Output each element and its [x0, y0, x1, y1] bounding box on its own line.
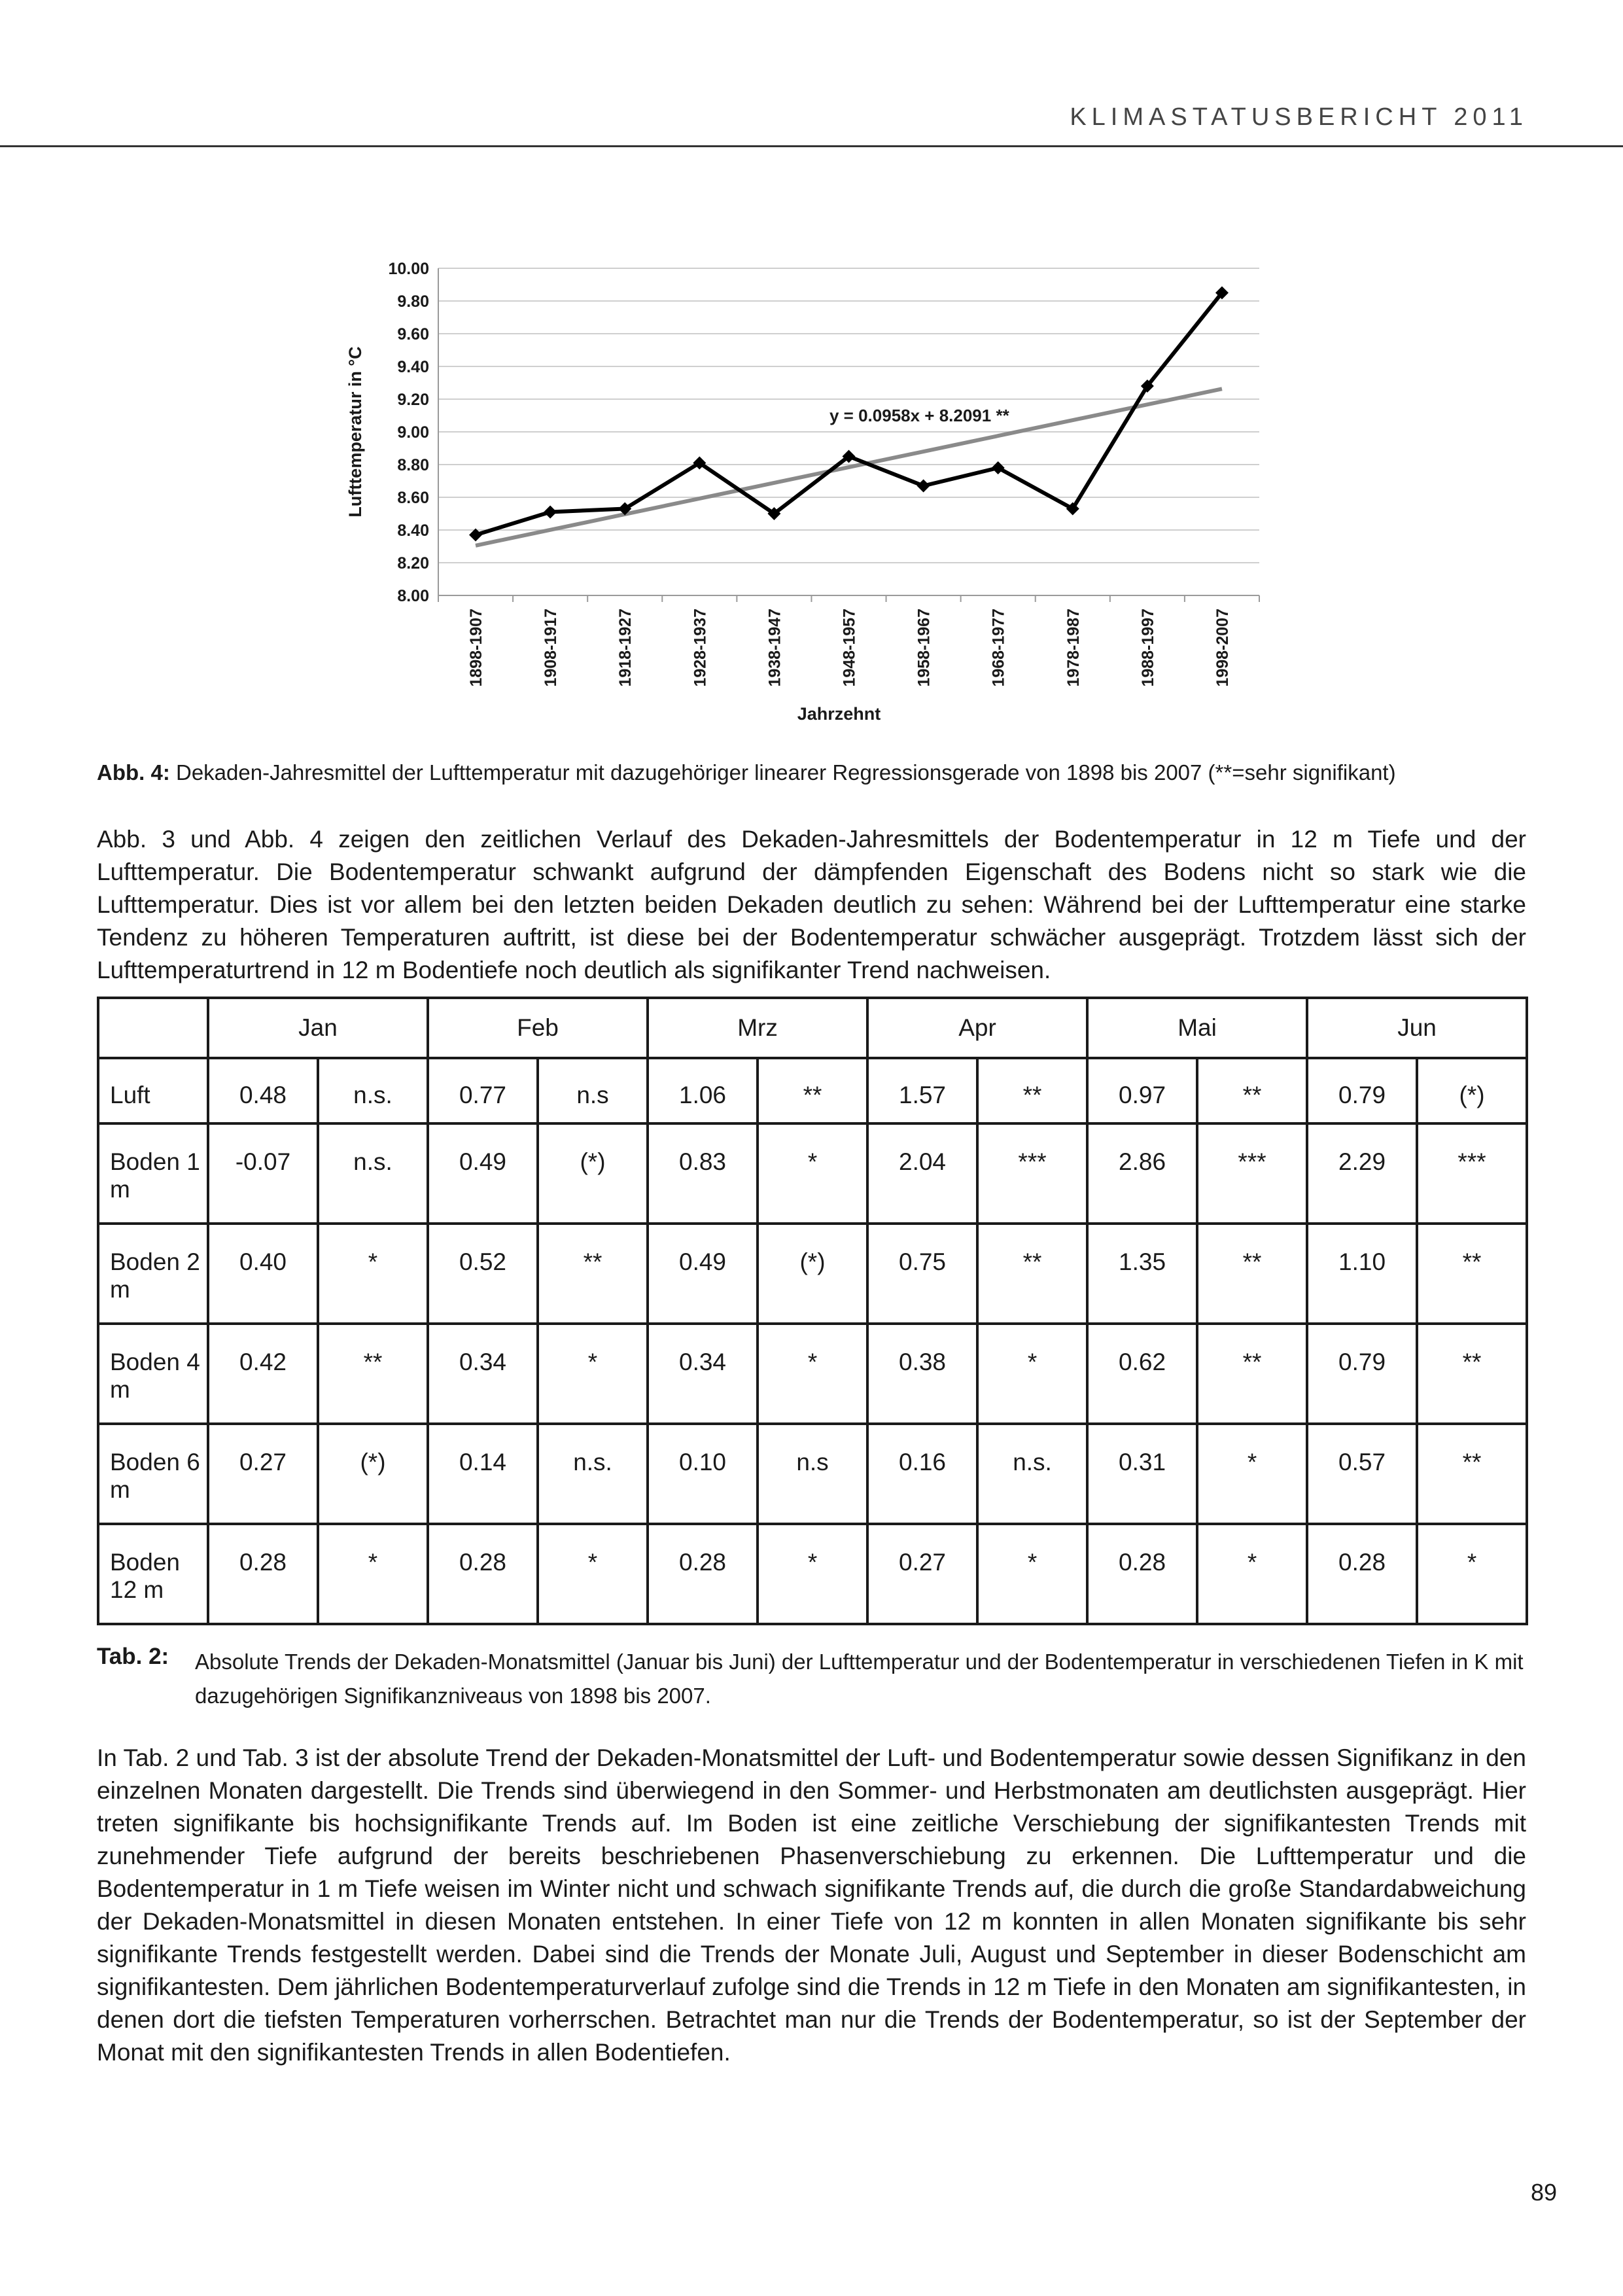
y-tick-label: 9.40 — [397, 358, 429, 376]
trend-value-cell: 0.28 — [1087, 1524, 1197, 1624]
table-caption-label: Tab. 2: — [97, 1644, 169, 1669]
table-caption-text: Absolute Trends der Dekaden-Monatsmittel (Januar bis Juni) der Lufttemperatur und der Bodentemperatur in verschiedenen Tiefen in K mit dazugehörigen Signifikanzniveaus von 1898 bis 2007. — [195, 1650, 1524, 1708]
trend-value-cell: 0.34 — [648, 1324, 758, 1424]
table-row — [98, 1058, 1527, 1123]
regression-equation: y = 0.0958x + 8.2091 ** — [829, 406, 1009, 425]
significance-cell: * — [1197, 1524, 1307, 1624]
significance-cell: ** — [758, 1058, 867, 1123]
significance-cell: *** — [1417, 1123, 1527, 1224]
trend-value-cell: 0.28 — [648, 1524, 758, 1624]
significance-cell: * — [1197, 1424, 1307, 1524]
significance-cell: (*) — [318, 1424, 428, 1524]
significance-cell: n.s — [758, 1424, 867, 1524]
y-tick-label: 8.60 — [397, 489, 429, 507]
trend-value-cell: 0.14 — [428, 1424, 538, 1524]
trend-value-cell: 2.29 — [1307, 1123, 1417, 1224]
significance-cell: * — [977, 1524, 1087, 1624]
trend-value-cell: 2.04 — [867, 1123, 977, 1224]
significance-cell: * — [1417, 1524, 1527, 1624]
significance-cell: n.s. — [977, 1424, 1087, 1524]
trend-value-cell: 0.16 — [867, 1424, 977, 1524]
row-label: Boden 4 m — [98, 1324, 208, 1424]
significance-cell: * — [318, 1224, 428, 1324]
row-label: Boden 2 m — [98, 1224, 208, 1324]
row-label: Boden 1 m — [98, 1123, 208, 1224]
month-header: Jan — [208, 998, 428, 1058]
significance-cell: ** — [1417, 1324, 1527, 1424]
page-number: 89 — [1531, 2179, 1558, 2206]
significance-cell: n.s. — [538, 1424, 648, 1524]
row-label: Luft — [98, 1058, 208, 1123]
row-label: Boden 6 m — [98, 1424, 208, 1524]
trend-value-cell: 1.10 — [1307, 1224, 1417, 1324]
data-point-marker — [544, 506, 557, 519]
x-tick-label: 1958-1967 — [915, 609, 934, 687]
month-header: Mai — [1087, 998, 1307, 1058]
trend-value-cell: 0.79 — [1307, 1324, 1417, 1424]
trend-value-cell: -0.07 — [208, 1123, 318, 1224]
y-tick-label: 9.20 — [397, 391, 429, 409]
trend-value-cell: 0.10 — [648, 1424, 758, 1524]
significance-cell: * — [758, 1324, 867, 1424]
trend-value-cell: 0.38 — [867, 1324, 977, 1424]
trend-value-cell: 0.49 — [428, 1123, 538, 1224]
y-tick-label: 8.40 — [397, 521, 429, 540]
figure-caption — [97, 758, 1526, 788]
trend-value-cell: 0.28 — [428, 1524, 538, 1624]
trend-value-cell: 0.28 — [208, 1524, 318, 1624]
trend-value-cell: 0.34 — [428, 1324, 538, 1424]
trend-value-cell: 0.42 — [208, 1324, 318, 1424]
significance-cell: ** — [1417, 1424, 1527, 1524]
trend-value-cell: 0.28 — [1307, 1524, 1417, 1624]
paragraph-1: Abb. 3 und Abb. 4 zeigen den zeitlichen Verlauf des Dekaden-Jahresmittels der Bodentemperatur in 12 m Tiefe und der Lufttemperatur. Die Bodentemperatur schwankt aufgrund der dämpfenden Eigenschaft des Bodens nicht so stark wie die Lufttemperatur. Dies ist vor allem bei den letzten beiden Dekaden deutlich zu sehen: Während bei der Lufttemperatur eine starke Tendenz zu höheren Temperaturen auftritt, ist diese bei der Bodentemperatur schwächer ausgeprägt. Trotzdem lässt sich der Lufttemperaturtrend in 12 m Bodentiefe noch deutlich als signifikanter Trend nachweisen. — [97, 826, 1526, 983]
trend-value-cell: 0.79 — [1307, 1058, 1417, 1123]
table-row — [98, 1424, 1527, 1524]
table-header-row — [98, 998, 1527, 1058]
trend-value-cell: 0.75 — [867, 1224, 977, 1324]
data-point-marker — [917, 480, 930, 493]
significance-cell: n.s — [538, 1058, 648, 1123]
x-tick-label: 1968-1977 — [989, 609, 1008, 687]
trend-value-cell: 1.35 — [1087, 1224, 1197, 1324]
y-tick-label: 9.60 — [397, 325, 429, 344]
header-rule — [0, 145, 1623, 147]
significance-cell: ** — [1197, 1224, 1307, 1324]
table-row — [98, 1123, 1527, 1224]
table-corner-cell — [98, 998, 208, 1058]
trend-value-cell: 0.40 — [208, 1224, 318, 1324]
month-header: Apr — [867, 998, 1087, 1058]
significance-cell: ** — [538, 1224, 648, 1324]
y-tick-label: 8.00 — [397, 587, 429, 605]
significance-cell: ** — [977, 1224, 1087, 1324]
significance-cell: n.s. — [318, 1058, 428, 1123]
running-title: KLIMASTATUSBERICHT 2011 — [1070, 103, 1528, 131]
trend-value-cell: 0.57 — [1307, 1424, 1417, 1524]
figure-caption-label: Abb. 4: — [97, 760, 170, 785]
month-header: Jun — [1307, 998, 1527, 1058]
significance-cell: (*) — [758, 1224, 867, 1324]
significance-cell: * — [318, 1524, 428, 1624]
table-row — [98, 1224, 1527, 1324]
significance-cell: * — [758, 1524, 867, 1624]
y-tick-label: 10.00 — [388, 260, 429, 278]
table-row — [98, 1524, 1527, 1624]
significance-cell: ** — [1197, 1324, 1307, 1424]
significance-cell: (*) — [538, 1123, 648, 1224]
trend-value-cell: 2.86 — [1087, 1123, 1197, 1224]
significance-cell: * — [977, 1324, 1087, 1424]
trend-value-cell: 0.27 — [867, 1524, 977, 1624]
air-temperature-chart — [327, 242, 1295, 746]
x-tick-label: 1948-1957 — [840, 609, 859, 687]
x-tick-label: 1998-2007 — [1213, 609, 1232, 687]
y-tick-label: 8.80 — [397, 456, 429, 474]
significance-cell: *** — [977, 1123, 1087, 1224]
row-label: Boden 12 m — [98, 1524, 208, 1624]
significance-cell: * — [758, 1123, 867, 1224]
trend-table — [97, 997, 1528, 1625]
x-tick-label: 1898-1907 — [467, 609, 486, 687]
trend-value-cell: 0.52 — [428, 1224, 538, 1324]
figure-caption-text: Dekaden-Jahresmittel der Lufttemperatur mit dazugehöriger linearer Regressionsgerade von 1898 bis 2007 (**=sehr signifikant) — [169, 760, 1396, 785]
trend-value-cell: 0.48 — [208, 1058, 318, 1123]
trend-value-cell: 0.49 — [648, 1224, 758, 1324]
trend-value-cell: 0.97 — [1087, 1058, 1197, 1123]
month-header: Mrz — [648, 998, 867, 1058]
y-tick-label: 9.00 — [397, 423, 429, 442]
trend-value-cell: 0.77 — [428, 1058, 538, 1123]
x-tick-label: 1908-1917 — [542, 609, 561, 687]
y-axis-title: Lufttemperatur in °C — [345, 346, 365, 518]
trend-value-cell: 0.27 — [208, 1424, 318, 1524]
significance-cell: * — [538, 1524, 648, 1624]
x-axis-title: Jahrzehnt — [797, 704, 881, 724]
trend-value-cell: 0.83 — [648, 1123, 758, 1224]
y-tick-label: 8.20 — [397, 554, 429, 573]
trend-value-cell: 1.06 — [648, 1058, 758, 1123]
trend-value-cell: 0.31 — [1087, 1424, 1197, 1524]
significance-cell: ** — [1417, 1224, 1527, 1324]
significance-cell: ** — [318, 1324, 428, 1424]
trend-value-cell: 1.57 — [867, 1058, 977, 1123]
paragraph-2: In Tab. 2 und Tab. 3 ist der absolute Trend der Dekaden-Monatsmittel der Luft- und Bodentemperatur sowie dessen Signifikanz in den einzelnen Monaten dargestellt. Die Trends sind überwiegend in den Sommer- und Herbstmonaten am deutlichsten ausgeprägt. Hier treten signifikante bis hochsignifikante Trends auf. Im Boden ist eine zeitliche Verschiebung der signifikantesten Trends mit zunehmender Tiefe aufgrund der bereits beschriebenen Phasenverschiebung zu erkennen. Die Lufttemperatur und die Bodentemperatur in 1 m Tiefe weisen im Winter nicht und schwach signifikante Trends auf, die durch die große Standardabweichung der Dekaden-Monatsmittel in diesen Monaten entstehen. In einer Tiefe von 12 m konnten in allen Monaten signifikante bis sehr signifikante Trends festgestellt werden. Dabei sind die Trends der Monate Juli, August und September in dieser Bodenschicht am signifikantesten. Dem jährlichen Bodentemperaturverlauf zufolge sind die Trends in 12 m Tiefe in den Monaten am signifikantesten, in denen dort die tiefsten Temperaturen vorherrschen. Betrachtet man nur die Trends der Bodentemperatur, so ist der September der Monat mit den signifikantesten Trends in allen Bodentiefen. — [97, 1744, 1527, 2066]
y-tick-label: 9.80 — [397, 292, 429, 311]
x-tick-label: 1988-1997 — [1138, 609, 1157, 687]
significance-cell: *** — [1197, 1123, 1307, 1224]
significance-cell: ** — [1197, 1058, 1307, 1123]
significance-cell: * — [538, 1324, 648, 1424]
table-row — [98, 1324, 1527, 1424]
trend-value-cell: 0.62 — [1087, 1324, 1197, 1424]
x-tick-label: 1938-1947 — [765, 609, 784, 687]
significance-cell: (*) — [1417, 1058, 1527, 1123]
x-tick-label: 1928-1937 — [691, 609, 710, 687]
significance-cell: n.s. — [318, 1123, 428, 1224]
x-tick-label: 1978-1987 — [1064, 609, 1083, 687]
x-tick-label: 1918-1927 — [616, 609, 635, 687]
significance-cell: ** — [977, 1058, 1087, 1123]
month-header: Feb — [428, 998, 648, 1058]
